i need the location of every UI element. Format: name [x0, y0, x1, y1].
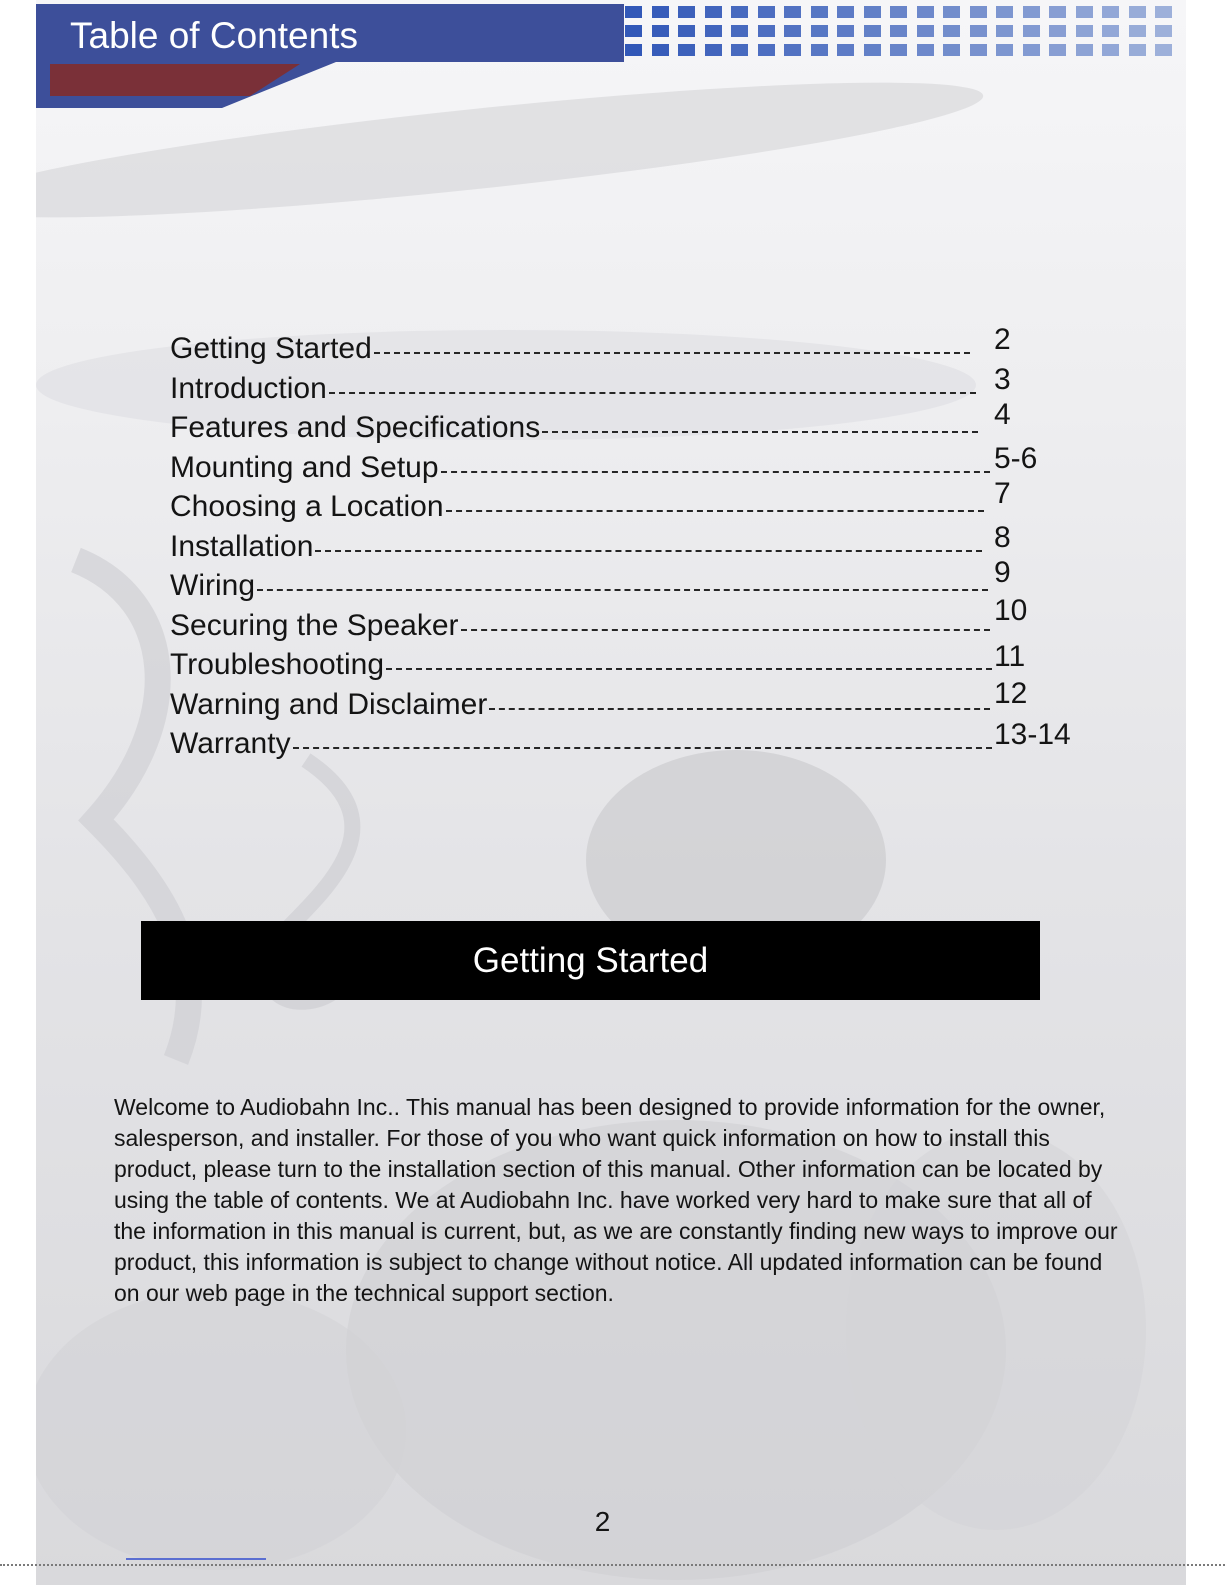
toc-dotted-leader — [257, 589, 988, 591]
toc-entry-label: Wiring — [170, 569, 256, 602]
toc-entry-label: Warranty — [170, 727, 291, 760]
toc-dotted-leader — [315, 550, 982, 552]
header-pattern-square — [1102, 6, 1119, 18]
toc-entry-page: 10 — [994, 593, 1028, 627]
header-pattern-square — [705, 25, 722, 37]
toc-entry-label: Features and Specifications — [170, 411, 541, 444]
toc-entry-page: 8 — [994, 520, 1011, 554]
header-pattern-square — [917, 44, 934, 56]
header-pattern-square — [917, 25, 934, 37]
header-pattern-square — [864, 6, 881, 18]
toc-entry-label: Securing the Speaker — [170, 608, 459, 642]
header-pattern-square — [678, 25, 695, 37]
toc-entry-page: 11 — [994, 640, 1026, 673]
header-pattern-square — [1049, 25, 1066, 37]
header-pattern-square — [811, 44, 828, 56]
bottom-link-underline — [126, 1558, 266, 1560]
intro-paragraph: Welcome to Audiobahn Inc.. This manual has been designed to provide information for the owner, salesperson, and installer. For those of you who want quick information on how to install this product, please turn to the installation section of this manual. Other information can be located by using the table of contents. We at Audiobahn Inc. have worked very hard to make sure that all of the information in this manual is current, but, as we are constantly finding new ways to improve our product, this information is subject to change without notice. All updated information can be found on our web page in the technical support section. — [114, 1094, 1118, 1306]
toc-entry — [170, 362, 1090, 408]
header-pattern-square — [970, 44, 987, 56]
header-pattern-square — [1076, 25, 1093, 37]
header-pattern-square — [943, 6, 960, 18]
header-pattern-square — [1076, 44, 1093, 56]
header-pattern-square — [864, 44, 881, 56]
page-background — [36, 0, 1186, 1585]
toc-entry-label: Choosing a Location — [170, 490, 444, 523]
header-pattern-square — [1049, 6, 1066, 18]
header-pattern-square — [731, 25, 748, 37]
page-number: 2 — [594, 1506, 611, 1537]
header-pattern-square — [705, 6, 722, 18]
header-pattern-square — [970, 6, 987, 18]
header-pattern-square — [784, 6, 801, 18]
toc-entry-page: 13-14 — [994, 718, 1071, 751]
header-pattern-square — [652, 25, 669, 37]
toc-entry — [170, 640, 1090, 684]
header-pattern-square — [758, 25, 775, 37]
header-pattern-square — [678, 6, 695, 18]
toc-dotted-leader — [386, 668, 992, 670]
header-pattern-square — [864, 25, 881, 37]
header-pattern-square — [731, 6, 748, 18]
toc-entry — [170, 441, 1090, 487]
toc-entry-page: 4 — [994, 398, 1011, 431]
toc-entry — [170, 718, 1090, 763]
header-pattern-square — [652, 6, 669, 18]
toc-entry-page: 3 — [994, 362, 1011, 396]
header-pattern-square — [1049, 44, 1066, 56]
header-pattern-square — [890, 6, 907, 18]
header-pattern-square — [943, 25, 960, 37]
header-pattern-square — [652, 44, 669, 56]
header-pattern-square — [1076, 6, 1093, 18]
toc-entry-label: Mounting and Setup — [170, 450, 439, 484]
header-pattern-square — [811, 6, 828, 18]
header-pattern-square — [917, 6, 934, 18]
bottom-border — [0, 1564, 1225, 1566]
toc-entry-label: Introduction — [170, 371, 327, 405]
header-pattern-square — [758, 44, 775, 56]
header-pattern-square — [678, 44, 695, 56]
toc-entry-label: Troubleshooting — [170, 648, 385, 681]
header-pattern-square — [625, 44, 642, 56]
header-pattern-square — [705, 44, 722, 56]
header-pattern-square — [1023, 6, 1040, 18]
header-pattern-square — [996, 6, 1013, 18]
section-title: Getting Started — [472, 940, 709, 980]
header-pattern-square — [890, 44, 907, 56]
header-pattern-square — [1155, 6, 1172, 18]
header-pattern-square — [1155, 44, 1172, 56]
toc-dotted-leader — [293, 747, 992, 749]
toc-entry-label: Installation — [170, 529, 314, 563]
toc-dotted-leader — [489, 708, 990, 710]
header-pattern-square — [970, 25, 987, 37]
header-pattern-square — [625, 25, 642, 37]
header-pattern-square — [1129, 25, 1146, 37]
table-of-contents — [170, 323, 1090, 763]
header-pattern-square — [758, 6, 775, 18]
toc-dotted-leader — [329, 392, 976, 394]
header-pattern-square — [996, 44, 1013, 56]
toc-dotted-leader — [374, 352, 970, 354]
toc-dotted-leader — [441, 471, 990, 473]
header-pattern-square — [784, 44, 801, 56]
toc-dotted-leader — [461, 629, 990, 631]
header-pattern-square — [1102, 44, 1119, 56]
background-photo-illustration — [36, 0, 1186, 1585]
header-pattern-square — [625, 6, 642, 18]
toc-entry — [170, 520, 1090, 566]
toc-entry-label: Getting Started — [170, 332, 372, 365]
header-pattern-square — [1102, 25, 1119, 37]
section-header-bar — [141, 921, 1040, 1000]
toc-entry — [170, 556, 1090, 605]
header-pattern-square — [890, 25, 907, 37]
toc-entry — [170, 676, 1090, 724]
toc-entry — [170, 323, 1090, 368]
toc-entry-page: 5-6 — [994, 441, 1038, 475]
toc-entry-page: 12 — [994, 676, 1028, 710]
header-square-pattern — [624, 4, 1184, 62]
toc-entry-page: 7 — [994, 477, 1011, 510]
header-pattern-square — [943, 44, 960, 56]
header-pattern-square — [996, 25, 1013, 37]
header-pattern-square — [1023, 44, 1040, 56]
header-pattern-square — [811, 25, 828, 37]
toc-entry-page: 9 — [994, 556, 1011, 589]
toc-entry — [170, 593, 1090, 645]
toc-dotted-leader — [446, 510, 984, 512]
header-pattern-square — [731, 44, 748, 56]
toc-entry-label: Warning and Disclaimer — [170, 687, 488, 721]
page-title: Table of Contents — [70, 15, 358, 56]
toc-entry — [170, 477, 1090, 526]
header-pattern-square — [1129, 6, 1146, 18]
header-pattern-square — [837, 44, 854, 56]
header-pattern-square — [837, 25, 854, 37]
toc-entry — [170, 398, 1090, 447]
header-pattern-square — [1023, 25, 1040, 37]
toc-dotted-leader — [542, 431, 978, 433]
header-pattern-square — [1155, 25, 1172, 37]
header-pattern-square — [1129, 44, 1146, 56]
header-pattern-square — [837, 6, 854, 18]
toc-entry-page: 2 — [994, 323, 1011, 356]
header-pattern-square — [784, 25, 801, 37]
